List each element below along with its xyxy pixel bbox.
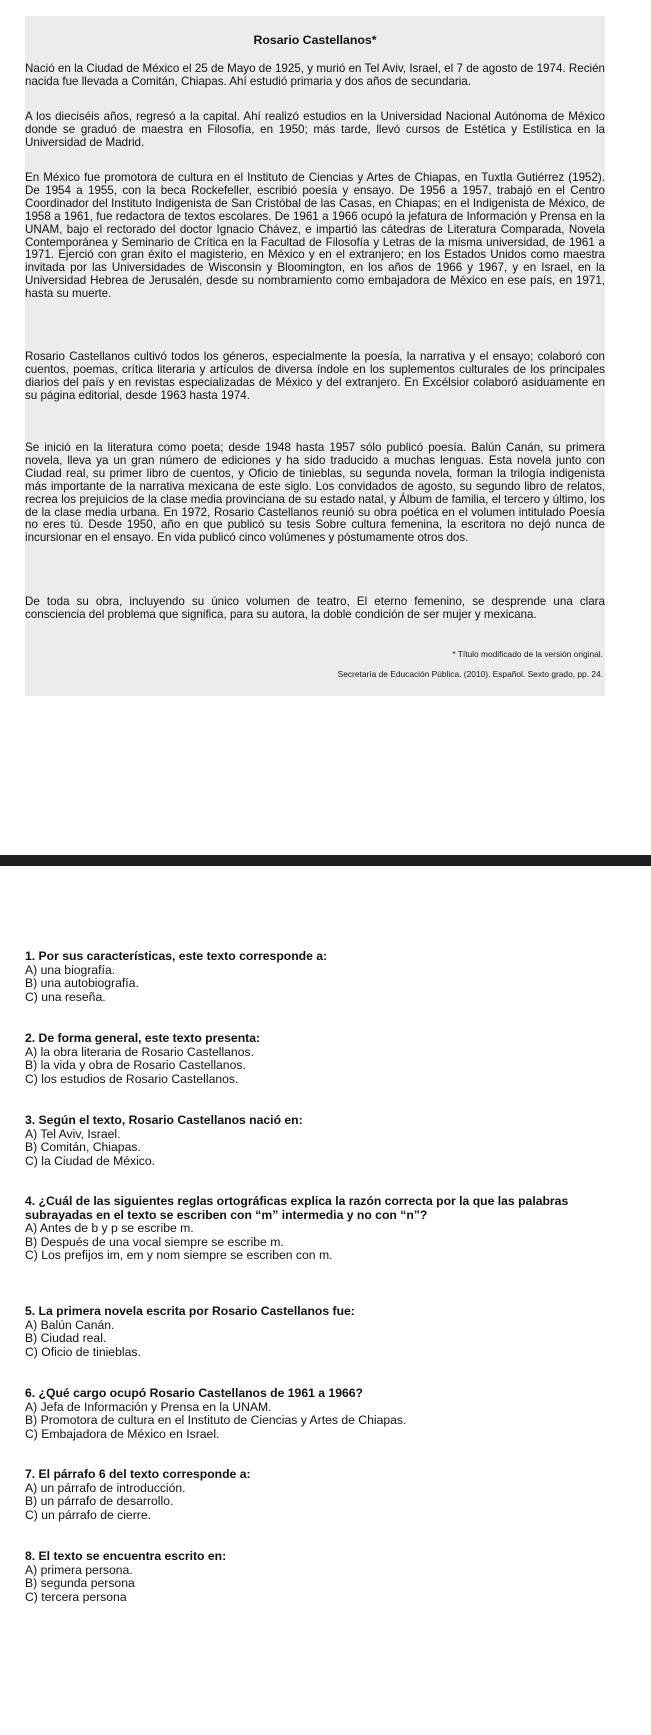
page-divider [0, 855, 651, 866]
question-text: 5. La primera novela escrita por Rosario Castellanos fue: [25, 1304, 355, 1318]
option-c: C) Los prefijos im, em y nom siempre se escriben con m. [25, 1248, 333, 1263]
question-text: 1. Por sus características, este texto corresponde a: [25, 949, 328, 963]
option-c: C) un párrafo de cierre. [25, 1507, 151, 1522]
option-c: C) tercera persona [25, 1589, 127, 1604]
question-6 [25, 1387, 635, 1441]
question-3 [25, 1114, 635, 1168]
option-a: A) Jefa de Información y Prensa en la UNAM. [25, 1399, 272, 1414]
option-a: A) primera persona. [25, 1562, 133, 1577]
question-text: 2. De forma general, este texto presenta: [25, 1031, 261, 1045]
option-b: B) una autobiografía. [25, 976, 139, 991]
option-c: C) Oficio de tinieblas. [25, 1344, 141, 1359]
option-b: B) Promotora de cultura en el Instituto de Ciencias y Artes de Chiapas. [25, 1413, 407, 1428]
question-2 [25, 1032, 635, 1086]
source-citation: Secretaría de Educación Pública. (2010). Español. Sexto grado, pp. 24. [337, 669, 603, 679]
option-a: A) una biografía. [25, 962, 116, 977]
option-b: B) segunda persona [25, 1576, 135, 1591]
paragraph-5: Se inició en la literatura como poeta; desde 1948 hasta 1957 sólo publicó poesía. Balún Canán, su primera novela, lleva ya un gran número de ediciones y ha sido traducido a muchas lenguas. Esta novela junto con Ciudad real, su primer libro de cuentos, y Oficio de tinieblas, su segunda novela, forman la trilogía indigenista más importante de la narrativa mexicana de este siglo. Los convidados de agosto, su segundo libro de relatos, recrea los prejuicios de la clase media provinciana de su estado natal, y Álbum de familia, el tercero y último, los de la clase media urbana. En 1972, Rosario Castellanos reunió su obra poética en el volumen intitulado Poesía no eres tú. Desde 1950, año en que publicó su tesis Sobre cultura femenina, la escritora no dejó nunca de incursionar en el ensayo. En vida publicó cinco volúmenes y póstumamente otros dos. [25, 441, 605, 545]
question-text: 8. El texto se encuentra escrito en: [25, 1549, 227, 1563]
option-c: C) una reseña. [25, 989, 106, 1004]
question-1 [25, 950, 635, 1004]
option-a: A) Balún Canán. [25, 1317, 115, 1332]
paragraph-1: Nació en la Ciudad de México el 25 de Mayo de 1925, y murió en Tel Aviv, Israel, el 7 de agosto de 1974. Recién nacida fue llevada a Comitán, Chiapas. Ahí estudió primaria y dos años de secundaria. [25, 62, 605, 88]
question-4 [25, 1195, 635, 1263]
option-b: B) un párrafo de desarrollo. [25, 1494, 174, 1509]
option-b: B) Ciudad real. [25, 1331, 107, 1346]
question-text: 7. El párrafo 6 del texto corresponde a: [25, 1467, 251, 1481]
option-c: C) los estudios de Rosario Castellanos. [25, 1071, 239, 1086]
question-5 [25, 1305, 635, 1359]
option-a: A) la obra literaria de Rosario Castellanos. [25, 1044, 254, 1059]
option-b: B) Después de una vocal siempre se escribe m. [25, 1234, 284, 1249]
footnote: * Título modificado de la versión original. [452, 649, 603, 659]
passage-title: Rosario Castellanos* [253, 33, 377, 47]
option-c: C) Embajadora de México en Israel. [25, 1426, 220, 1441]
question-text: 6. ¿Qué cargo ocupó Rosario Castellanos de 1961 a 1966? [25, 1386, 363, 1400]
option-a: A) Antes de b y p se escribe m. [25, 1221, 194, 1236]
option-a: A) Tel Aviv, Israel. [25, 1126, 121, 1141]
reading-passage [25, 16, 605, 696]
paragraph-2: A los dieciséis años, regresó a la capital. Ahí realizó estudios en la Universidad Nacional Autónoma de México donde se graduó de maestra en Filosofía, en 1950; más tarde, llevó cursos de Estética y Estilística en la Universidad de Madrid. [25, 110, 605, 149]
paragraph-3: En México fue promotora de cultura en el Instituto de Ciencias y Artes de Chiapas, en Tuxtla Gutiérrez (1952). De 1954 a 1955, con la beca Rockefeller, escribió poesía y ensayo. De 1956 a 1957, trabajó en el Centro Coordinador del Instituto Indigenista de San Cristóbal de las Casas, en Chiapas; en el Indigenista de México, de 1958 a 1961, fue redactora de textos escolares. De 1961 a 1966 ocupó la jefatura de Información y Prensa en la UNAM, bajo el rectorado del doctor Ignacio Chávez, e impartió las cátedras de Literatura Comparada, Novela Contemporánea y Seminario de Crítica en la Facultad de Filosofía y Letras de la misma universidad, de 1961 a 1971. Ejerció con gran éxito el magisterio, en México y en el extranjero; en los Estados Unidos como maestra invitada por las Universidades de Wisconsin y Bloomington, en los años de 1966 y 1967, y en Israel, en la Universidad Hebrea de Jerusalén, desde su nombramiento como embajadora de México en ese país, en 1971, hasta su muerte. [25, 171, 605, 301]
option-c: C) la Ciudad de México. [25, 1153, 156, 1168]
option-b: B) la vida y obra de Rosario Castellanos. [25, 1058, 246, 1073]
option-b: B) Comitán, Chiapas. [25, 1140, 141, 1155]
paragraph-6: De toda su obra, incluyendo su único volumen de teatro, El eterno femenino, se desprende una clara consciencia del problema que significa, para su autora, la doble condición de ser mujer y mexicana. [25, 595, 605, 621]
paragraph-4: Rosario Castellanos cultivó todos los géneros, especialmente la poesía, la narrativa y el ensayo; colaboró con cuentos, poemas, crítica literaria y artículos de diversa índole en los suplementos culturales de los principales diarios del país y en revistas especializadas de México y del extranjero. En Excélsior colaboró asiduamente en su página editorial, desde 1963 hasta 1974. [25, 350, 605, 402]
question-text: 3. Según el texto, Rosario Castellanos nació en: [25, 1113, 303, 1127]
question-text: 4. ¿Cuál de las siguientes reglas ortográficas explica la razón correcta por la que las palabras subrayadas en el texto se escriben con “m” intermedia y no con “n”? [25, 1194, 569, 1222]
question-8 [25, 1550, 635, 1604]
question-7 [25, 1468, 635, 1522]
option-a: A) un párrafo de introducción. [25, 1480, 186, 1495]
